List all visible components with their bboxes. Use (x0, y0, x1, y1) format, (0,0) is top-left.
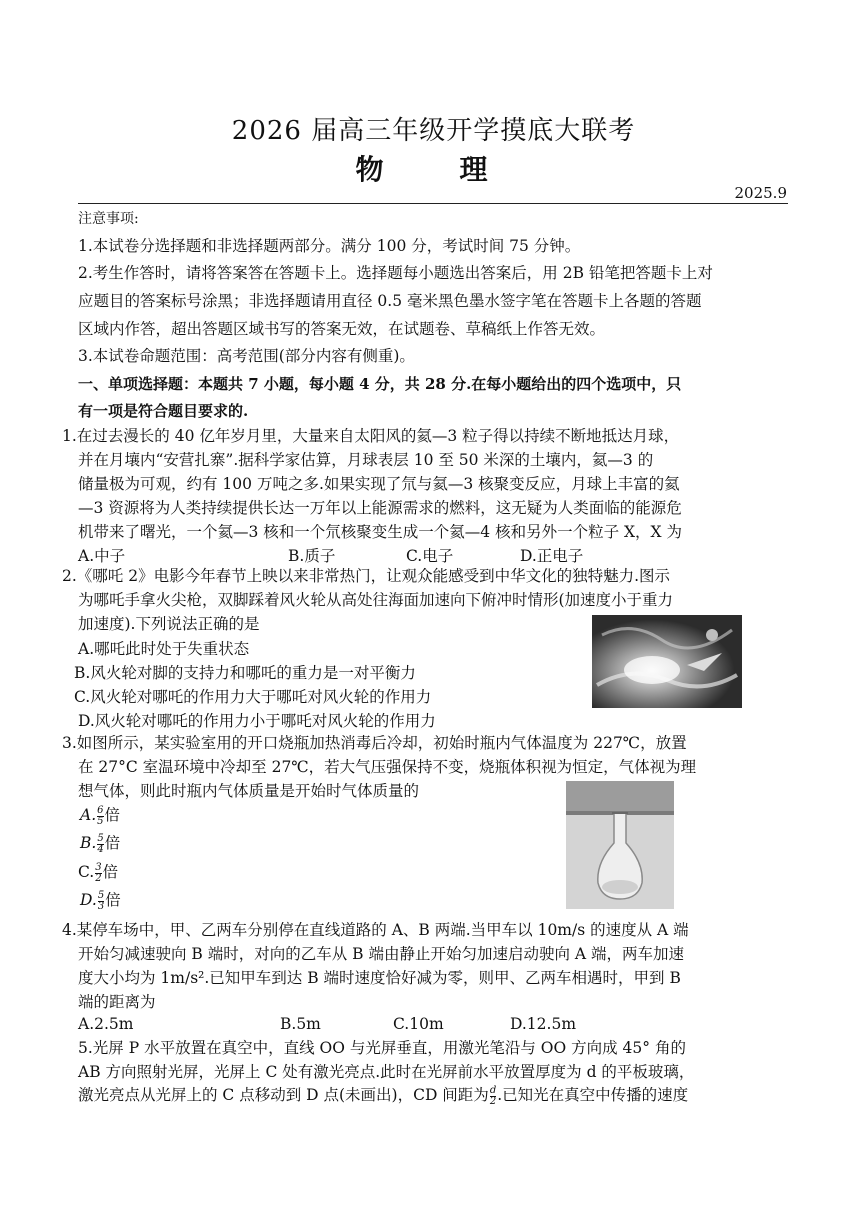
nezha-figure (592, 615, 742, 708)
q3-option-a: A. $\frac{6}{5}$ 倍 (80, 804, 121, 827)
q1-text: —3 资源将为人类持续提供长达一万年以上能源需求的燃料，这无疑为人类面临的能源危 (78, 499, 682, 517)
flask-photo (566, 781, 674, 909)
q1-option-d: D.正电子 (520, 547, 584, 565)
q4-text: 4.某停车场中，甲、乙两车分别停在直线道路的 A、B 两端.当甲车以 10m/s 的速度从 A 端 (62, 921, 689, 939)
q2-text: 加速度).下列说法正确的是 (78, 615, 260, 633)
q1-text: 并在月壤内“安营扎寨”.据科学家估算，月球表层 10 至 50 米深的土壤内，氦—3 的 (78, 451, 654, 469)
q4-option-b: B.5m (280, 1015, 321, 1033)
q5-text: AB 方向照射光屏，光屏上 C 处有激光亮点.此时在光屏前水平放置厚度为 d 的平板玻璃， (78, 1063, 695, 1081)
q2-option-d: D.风火轮对哪吒的作用力小于哪吒对风火轮的作用力 (78, 712, 436, 730)
notice-item: 3.本试卷命题范围：高考范围(部分内容有侧重)。 (78, 347, 415, 365)
q5-text: 5.光屏 P 水平放置在真空中，直线 OO 与光屏垂直，用激光笔沿与 OO 方向成 45° 角的 (78, 1039, 686, 1057)
q4-text: 开始匀减速驶向 B 端时，对向的乙车从 B 端由静止开始匀加速启动驶向 A 端，两车加速 (78, 945, 685, 963)
q4-option-d: D.12.5m (510, 1015, 577, 1033)
notice-item: 1.本试卷分选择题和非选择题两部分。满分 100 分，考试时间 75 分钟。 (78, 237, 581, 255)
notice-item: 应题目的答案标号涂黑；非选择题请用直径 0.5 毫米黑色墨水签字笔在答题卡上各题的答题 (78, 292, 702, 310)
exam-subject: 物 理 (355, 153, 512, 186)
q1-text: 机带来了曙光，一个氦—3 核和一个氘核聚变生成一个氦—4 核和另外一个粒子 X，X 为 (78, 523, 683, 541)
q4-text: 度大小均为 1m/s².已知甲车到达 B 端时速度恰好减为零，则甲、乙两车相遇时，甲到 B (78, 969, 681, 987)
q1-option-c: C.电子 (406, 547, 454, 565)
notice-item: 2.考生作答时，请将答案答在答题卡上。选择题每小题选出答案后，用 2B 铅笔把答题卡上对 (78, 264, 713, 282)
q4-option-c: C.10m (393, 1015, 444, 1033)
q1-option-b: B.质子 (288, 547, 336, 565)
q1-option-a: A.中子 (78, 547, 126, 565)
exam-date: 2025.9 (734, 184, 787, 202)
notice-item: 区域内作答，超出答题区域书写的答案无效，在试题卷、草稿纸上作答无效。 (78, 320, 606, 338)
q1-text: 1.在过去漫长的 40 亿年岁月里，大量来自太阳风的氦—3 粒子得以持续不断地抵达月球， (62, 427, 680, 445)
q2-option-a: A.哪吒此时处于失重状态 (78, 640, 250, 658)
q2-option-b: B.风火轮对脚的支持力和哪吒的重力是一对平衡力 (74, 664, 416, 682)
q4-text: 端的距离为 (78, 993, 156, 1011)
header-divider (78, 203, 788, 204)
q1-text: 储量极为可观，约有 100 万吨之多.如果实现了氘与氦—3 核聚变反应，月球上丰富的氦 (78, 475, 680, 493)
q3-text: 在 27°C 室温环境中冷却至 27℃，若大气压强保持不变，烧瓶体积视为恒定，气体视为理 (78, 758, 697, 776)
q2-text: 为哪吒手拿火尖枪，双脚踩着风火轮从高处往海面加速向下俯冲时情形(加速度小于重力 (78, 591, 674, 609)
q2-text: 2.《哪吒 2》电影今年春节上映以来非常热门，让观众能感受到中华文化的独特魅力.图示 (62, 567, 671, 585)
q5-text: 激光亮点从光屏上的 C 点移动到 D 点(未画出)，CD 间距为 $\frac{d}{2}$ .已知光在真空中传播的速度 (78, 1084, 689, 1107)
section-heading: 一、单项选择题：本题共 7 小题，每小题 4 分，共 28 分.在每小题给出的四个选项中，只 (78, 375, 682, 393)
q3-text: 想气体，则此时瓶内气体质量是开始时气体质量的 (78, 782, 420, 800)
section-heading-cont: 有一项是符合题目要求的. (78, 402, 249, 420)
q3-option-c: C. $\frac{3}{2}$ 倍 (78, 861, 119, 884)
q3-option-b: B. $\frac{5}{4}$ 倍 (80, 832, 121, 855)
exam-title: 2026 届高三年级开学摸底大联考 (231, 116, 636, 146)
q3-text: 3.如图所示，某实验室用的开口烧瓶加热消毒后冷却，初始时瓶内气体温度为 227℃，放置 (62, 734, 687, 752)
q2-option-c: C.风火轮对哪吒的作用力大于哪吒对风火轮的作用力 (74, 688, 432, 706)
q3-option-d: D. $\frac{5}{3}$ 倍 (80, 889, 121, 912)
notice-heading: 注意事项: (78, 211, 139, 227)
q4-option-a: A.2.5m (78, 1015, 134, 1033)
